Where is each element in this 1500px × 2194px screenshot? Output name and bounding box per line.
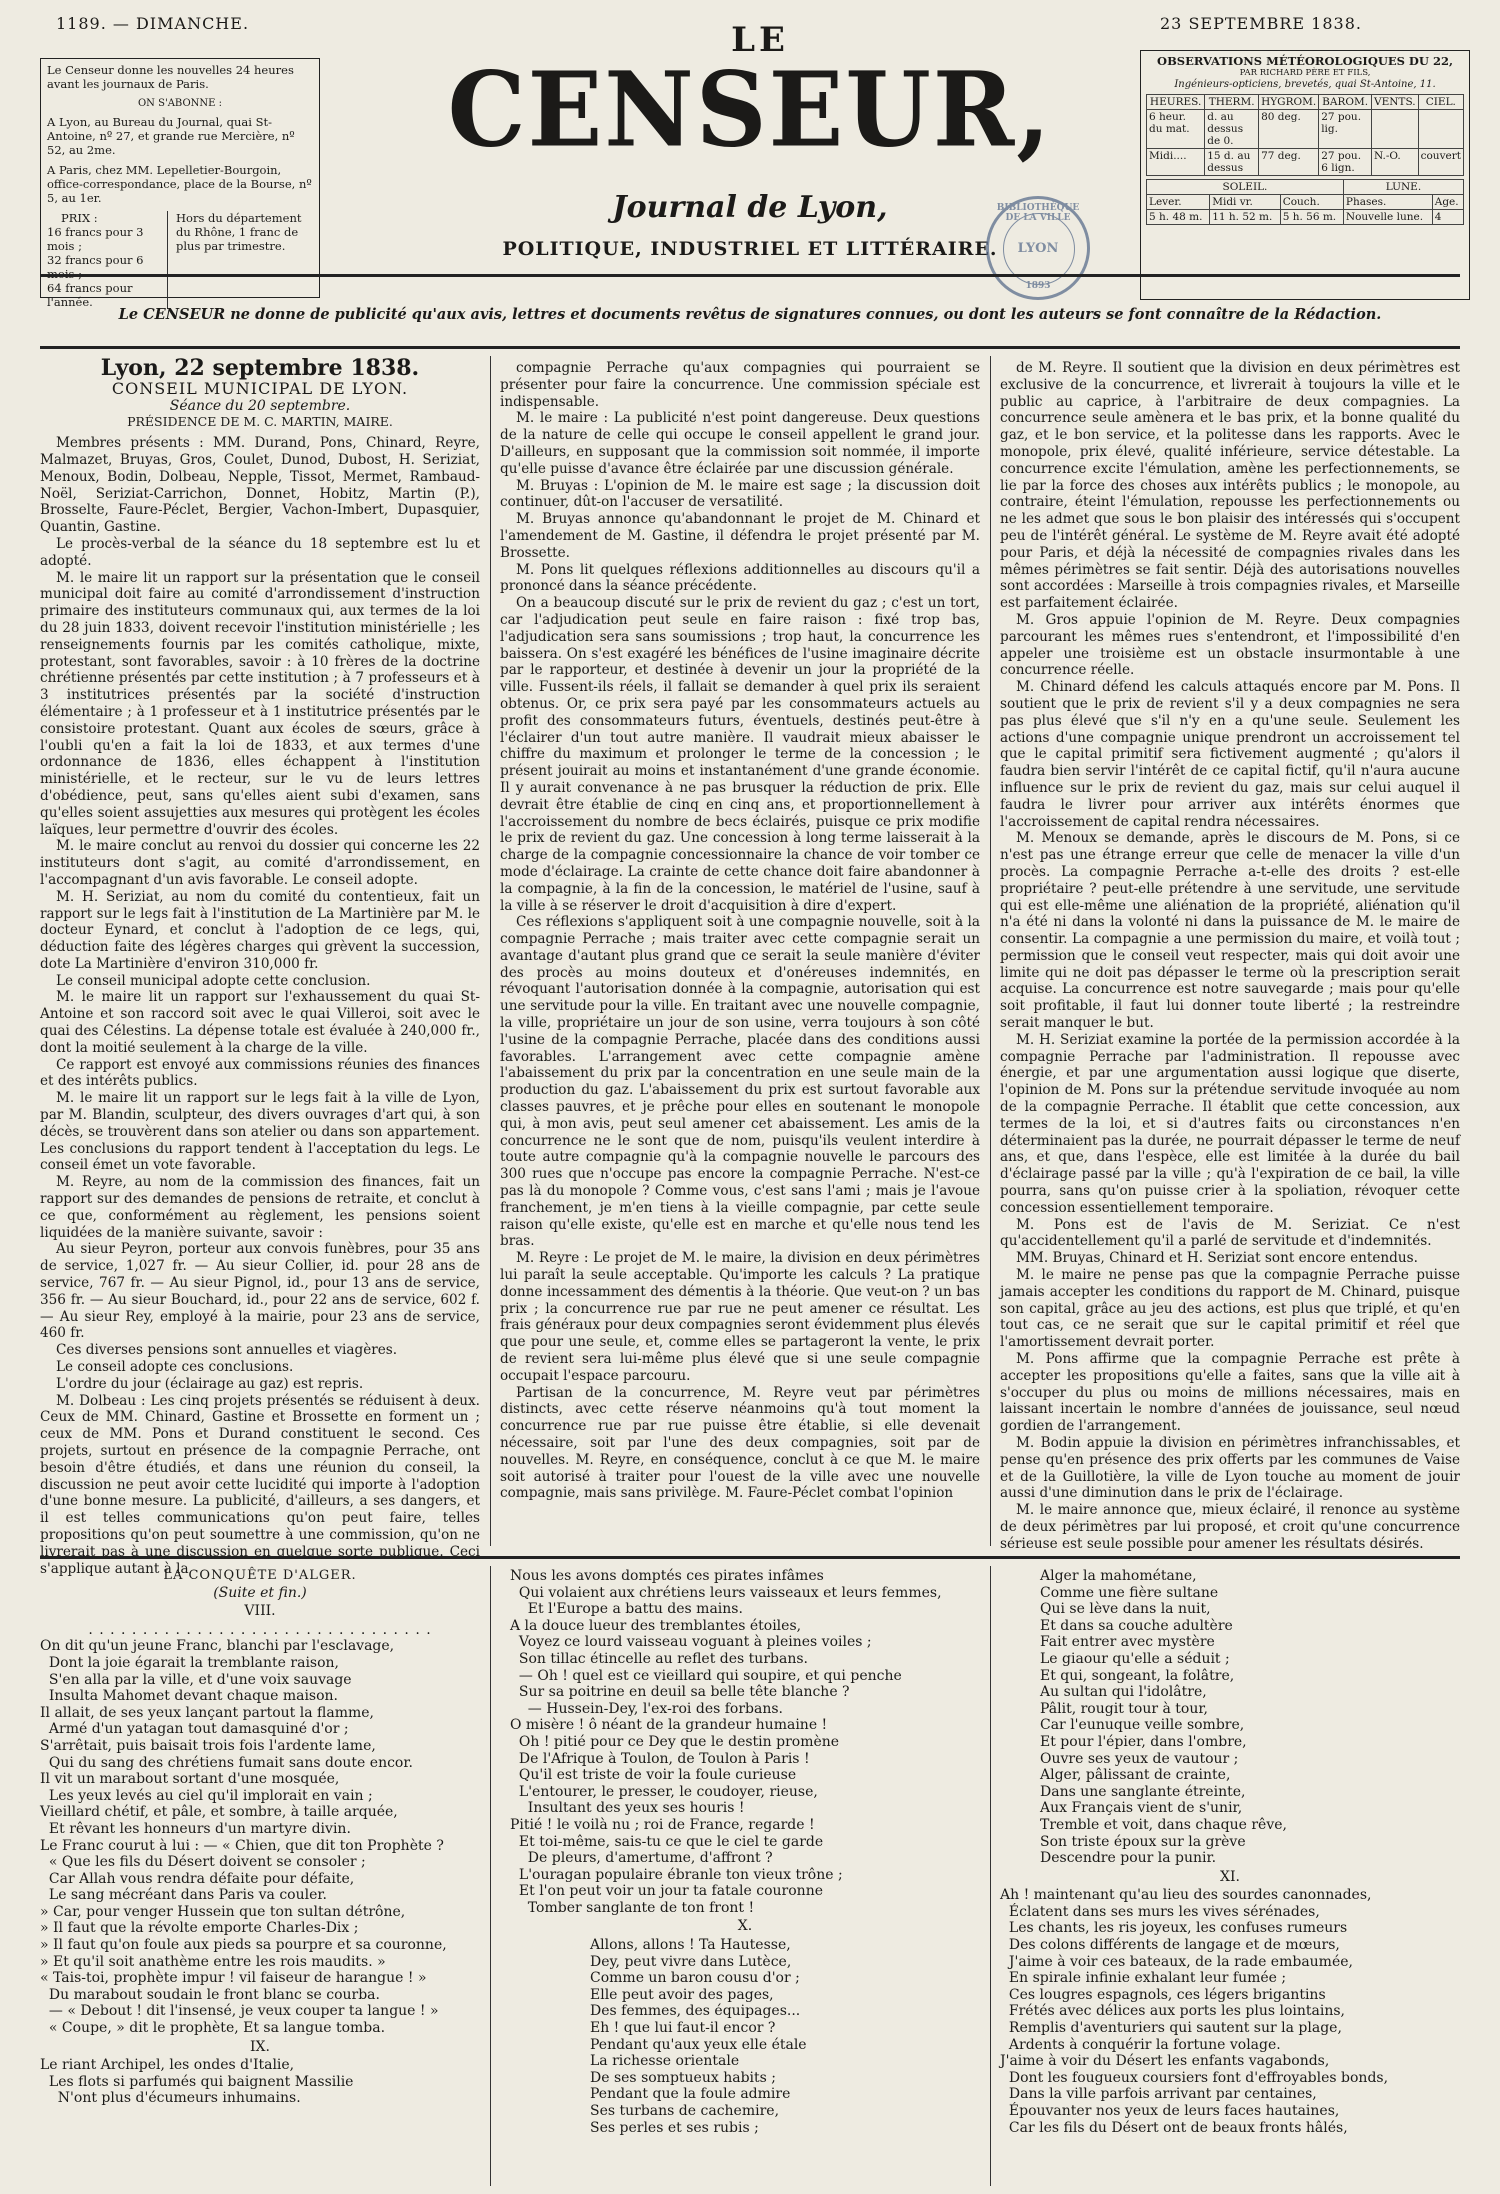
paragraph: Ces réflexions s'appliquent soit à une compagnie nouvelle, soit à la compagnie Perrache ; mais traiter avec cette compagnie serait un avantage d'autant plus grand que ce serait la seule manière d'éviter des procès au moins douteux et d'onéreuses indemnités, en révoquant l'autorisation donnée à la compagnie, autorisation qui est une servitude pour la ville. En traitant avec une nouvelle compagnie, la ville, propriétaire un jour de son usine, verra toujours à son côté l'usine de la compagnie Perrache, placée dans des conditions aussi favorables. L'arrangement avec cette compagnie amène l'abaissement du prix par la concentration en une seule main de la production du gaz. L'abaissement du prix est surtout favorable aux classes pauvres, et je prêche pour elles en soutenant le monopole qui, à mon avis, peut seul amener cet abaissement. Les amis de la concurrence ne le sont que de nom, puisqu'ils veulent interdire à toute autre compagnie qu'à la compagnie nouvelle le parcours des 300 rues que n'occupe pas encore la compagnie Perrache. N'est-ce pas là du monopole ? Comme vous, c'est sans l'ami ; mais je l'avoue franchement, je m'en tiens à la vieille compagnie, par cette seule raison qu'elle existe, qu'elle est en marche et qu'elle nous tend les bras. <box>500 914 980 1250</box>
weather-cell <box>1372 110 1419 149</box>
poem-stanzas-ix <box>40 2057 480 2107</box>
verse-line: Ah ! maintenant qu'au lieu des sourdes canonnades, <box>1000 1887 1372 1904</box>
verse-line: Fait entrer avec mystère <box>1040 1634 1215 1651</box>
verse-line: Nous les avons domptés ces pirates infâmes <box>510 1568 824 1584</box>
paragraph: M. Reyre : Le projet de M. le maire, la division en deux périmètres lui paraît la seule acceptable. Qu'importe les calculs ? La pratique donne incessamment des démentis à la théorie. Que veut-on ? un bas prix ; la concurrence rue par rue ne peut amener ce résultat. Les frais généraux pour deux compagnies seront évidemment plus élevés que pour une seule, et, comme elles se partageront la vente, le prix de revient sera lui-même plus élevé que si une seule compagnie occupait l'espace parcouru. <box>500 1250 980 1384</box>
verse-line: De l'Afrique à Toulon, de Toulon à Paris ! <box>510 1750 810 1767</box>
verse-line: S'arrêtait, puis baisait trois fois l'ardente lame, <box>40 1737 376 1754</box>
paragraph: M. le maire annonce que, mieux éclairé, il renonce au système de deux périmètres par lui proposé, et croit qu'une concurrence sérieuse est seule possible pour amener les résultats désirés. <box>1000 1502 1460 1552</box>
verse-line: Descendre pour la punir. <box>1040 1850 1217 1867</box>
verse-line: Oh ! pitié pour ce Dey que le destin promène <box>510 1733 840 1750</box>
price-line: 16 francs pour 3 mois ; <box>47 225 144 253</box>
verse-line: Armé d'un yatagan tout damasquiné d'or ; <box>40 1721 349 1738</box>
weather-cell: 6 heur. du mat. <box>1147 110 1205 149</box>
verse-line: De pleurs, d'amertume, d'affront ? <box>510 1850 773 1867</box>
verse-line: » Et qu'il soit anathème entre les rois maudits. » <box>40 1953 386 1970</box>
verse-line: Ardents à conquérir la fortune volage. <box>1000 2036 1281 2053</box>
subscription-heading: ON S'ABONNE : <box>137 98 223 109</box>
weather-cell: 80 deg. <box>1259 110 1319 149</box>
paragraph: M. Chinard défend les calculs attaqués encore par M. Pons. Il soutient que le prix de revient s'il y a deux compagnies ne sera pas plus élevé que s'il n'y en a qu'une seule. Seulement les actions d'une compagnie unique prendront un accroissement tel que le capital primitif sera fictivement augmenté ; qu'alors il faudra bien servir l'intérêt de ce capital fictif, qu'il n'aura aucune influence sur le prix de revient du gaz, mais sur celui auquel il faudra le livrer pour arriver aux intérêts énormes que l'accroissement de capital rendra nécessaires. <box>1000 679 1460 830</box>
verse-line: Comme un baron cousu d'or ; <box>590 1970 800 1987</box>
article-heading: CONSEIL MUNICIPAL DE LYON. <box>111 378 409 398</box>
verse-line: Ces lougres espagnols, ces légers brigantins <box>1000 1986 1326 2003</box>
verse-line: Pendant qu'aux yeux elle étale <box>590 2036 807 2053</box>
feuilleton-column-1 <box>40 1568 480 2188</box>
paragraph: M. le maire : La publicité n'est point dangereuse. Deux questions de la nature de celle qui occupe le conseil appellent le grand jour. D'ailleurs, en supposant que la commission soit nommée, il importe qu'elle puisse d'avance être éclairée par une discussion générale. <box>500 410 980 477</box>
verse-line: En spirale infinie exhalant leur fumée ; <box>1000 1970 1287 1987</box>
verse-line: Ses turbans de cachemire, <box>590 2103 780 2119</box>
rule-under-notice <box>40 346 1460 349</box>
verse-line: Qu'il est triste de voir la foule curieuse <box>510 1767 797 1784</box>
verse-line: Dont les fougueux coursiers font d'effroyables bonds, <box>1000 2069 1389 2086</box>
verse-line: De ses somptueux habits ; <box>590 2069 776 2086</box>
verse-line: Le riant Archipel, les ondes d'Italie, <box>40 2057 295 2074</box>
verse-line: S'en alla par la ville, et d'une voix sauvage <box>40 1671 352 1688</box>
article-body-3 <box>1000 360 1460 1553</box>
verse-line: Éclatent dans ses murs les vives sérénades, <box>1000 1903 1320 1920</box>
verse-line: « Que les fils du Désert doivent se consoler ; <box>40 1854 366 1871</box>
verse-line: L'ouragan populaire ébranle ton vieux trône ; <box>510 1866 843 1883</box>
verse-line: Pâlit, rougit tour à tour, <box>1040 1700 1208 1717</box>
weather-box <box>1140 50 1470 300</box>
verse-line: Et dans sa couche adultère <box>1040 1617 1233 1634</box>
verse-line: J'aime à voir ces bateaux, de la rade embaumée, <box>1000 1953 1353 1970</box>
sun-header: Couch. <box>1280 195 1343 210</box>
paragraph: Le conseil municipal adopte cette conclusion. <box>56 972 371 989</box>
verse-line: A la douce lueur des tremblantes étoiles, <box>510 1617 802 1634</box>
masthead-title: CENSEUR, <box>447 50 1053 171</box>
paragraph: M. Bruyas annonce qu'abandonnant le projet de M. Chinard et l'amendement de M. Gastine, il défendra le projet présenté par M. Brossette. <box>500 511 980 561</box>
verse-line: Alger la mahométane, <box>1040 1568 1197 1584</box>
verse-line: Et rêvant les honneurs d'un martyre divin. <box>40 1820 351 1837</box>
weather-cell: N.-O. <box>1372 149 1419 176</box>
feuilleton-column-2 <box>510 1568 980 2188</box>
moon-value: 4 <box>1432 210 1463 225</box>
verse-line: Eh ! que lui faut-il encor ? <box>590 2020 776 2037</box>
weather-col-header: HYGROM. <box>1259 95 1319 110</box>
verse-line: Le Franc courut à lui : — « Chien, que dit ton Prophète ? <box>40 1837 444 1854</box>
column-divider <box>990 1566 991 2186</box>
verse-line: Des colons différents de langage et de mœurs, <box>1000 1937 1340 1954</box>
stamp-arc-text: BIBLIOTHÈQUE DE LA VILLE <box>996 203 1080 223</box>
verse-line: Car les fils du Désert ont de beaux fronts hâlés, <box>1000 2119 1348 2136</box>
verse-line: Et toi-même, sais-tu ce que le ciel te garde <box>510 1833 824 1850</box>
paragraph: Au sieur Peyron, porteur aux convois funèbres, pour 35 ans de service, 1,027 fr. — Au sieur Collier, id. pour 28 ans de service, 767 fr. — Au sieur Pignol, id., pour 13 ans de service, 356 fr. — Au sieur Bouchard, id., pour 22 ans de service, 602 f. — Au sieur Rey, employé à la mairie, pour 23 ans de service, 460 fr. <box>40 1241 480 1342</box>
issue-number: 1189. — DIMANCHE. <box>56 14 250 33</box>
verse-line: Dont la joie égarait la tremblante raison, <box>40 1654 340 1671</box>
sun-moon-table <box>1146 179 1464 225</box>
article-body-2 <box>500 360 980 1502</box>
subscription-intro: Le Censeur donne les nouvelles 24 heures avant les journaux de Paris. <box>47 63 294 91</box>
verse-line: Des femmes, des équipages... <box>590 2003 801 2020</box>
verse-line: Et pour l'épier, dans l'ombre, <box>1040 1733 1247 1750</box>
weather-col-header: VENTS. <box>1372 95 1419 110</box>
masthead-le: LE <box>731 20 789 60</box>
price-list <box>47 211 167 309</box>
column-divider <box>990 356 991 1546</box>
article-body-1 <box>40 435 480 1577</box>
verse-line: On dit qu'un jeune Franc, blanchi par l'esclavage, <box>40 1638 395 1655</box>
weather-cell: 27 pou. lig. <box>1319 110 1372 149</box>
feuilleton-title: LA CONQUÊTE D'ALGER. <box>163 1568 357 1583</box>
price-label: PRIX : <box>61 211 98 225</box>
verse-line: Ses perles et ses rubis ; <box>590 2119 759 2136</box>
paragraph: M. le maire lit un rapport sur la présentation que le conseil municipal doit faire au comité d'arrondissement d'instruction primaire des instituteurs communaux qui, aux termes de la loi du 28 juin 1833, doivent recevoir l'institution ministérielle ; les renseignements fournis par les comités catholique, mixte, protestant, sont favorables, savoir : à 10 frères de la doctrine chrétienne présentés par cette institution ; à 7 professeurs et à 3 institutrices présentés par la société d'instruction élémentaire ; à 1 professeur et à 1 institutrice présentés par le consistoire protestant. Quant aux écoles de sœurs, grâce à l'oubli qu'en a fait la loi de 1833, et aux termes d'une ordonnance de 1836, elles échappent à l'institution ministérielle, et le recteur, sur le vu de leurs lettres d'obédience, peut, sans qu'elles aient subi d'examen, sans qu'elles soient assujetties aux mesures qui protègent les écoles laïques, leur permettre d'ouvrir des écoles. <box>40 569 480 838</box>
verse-line: Car l'eunuque veille sombre, <box>1040 1717 1245 1734</box>
moon-header: Age. <box>1432 195 1463 210</box>
verse-line: Comme une fière sultane <box>1040 1584 1219 1601</box>
verse-line: » Il faut qu'on foule aux pieds sa pourpre et sa couronne, <box>40 1937 447 1954</box>
weather-row <box>1147 110 1464 149</box>
paragraph: Le conseil adopte ces conclusions. <box>56 1359 294 1376</box>
verse-line: Son tillac étincelle au reflet des turbans. <box>510 1650 808 1667</box>
verse-line: Remplis d'aventuriers qui sautent sur la plage, <box>1000 2020 1342 2037</box>
paragraph: MM. Bruyas, Chinard et H. Seriziat sont encore entendus. <box>1016 1250 1418 1267</box>
paragraph: M. H. Seriziat, au nom du comité du contentieux, fait un rapport sur le legs fait à l'institution de La Martinière par M. le docteur Eynard, et conclut à l'adoption de ce legs, qui, déduction faite des légères charges qui grèvent la succession, dote La Martinière d'environ 310,000 fr. <box>40 888 480 972</box>
paragraph: M. le maire ne pense pas que la compagnie Perrache puisse jamais accepter les conditions du rapport de M. Chinard, puisque son capital, grâce au jeu des actions, est plus que triplé, et qu'en tout cas, ce ne serait que sur le capital primitif et réel que l'amortissement devrait porter. <box>1000 1267 1460 1351</box>
paragraph: M. Bruyas : L'opinion de M. le maire est sage ; la discussion doit continuer, dût-on l'accuser de versatilité. <box>500 477 980 511</box>
weather-table <box>1146 94 1464 176</box>
poem-stanzas-viii <box>40 1638 480 2036</box>
sun-value: 5 h. 56 m. <box>1280 210 1343 225</box>
moon-label: LUNE. <box>1343 180 1463 195</box>
verse-line: Elle peut avoir des pages, <box>590 1986 774 2003</box>
paragraph: Le procès-verbal de la séance du 18 septembre est lu et adopté. <box>40 535 480 569</box>
weather-col-header: THERM. <box>1205 95 1259 110</box>
paragraph: M. Gros appuie l'opinion de M. Reyre. Deux compagnies parcourant les mêmes rues s'entendront, et l'impossibilité d'en appeler une troisième est un obstacle insurmontable à une concurrence réelle. <box>1000 611 1460 679</box>
paragraph: Partisan de la concurrence, M. Reyre veut par périmètres distincts, avec cette réserve néanmoins qu'à tout moment la concurrence rue par rue puisse être établie, si elle devenait nécessaire, soit par l'une des deux compagnies, soit par de nouvelles. M. Reyre, en conséquence, conclut à ce que M. le maire soit autorisé à traiter pour l'ouest de la ville avec une nouvelle compagnie, mais sans privilège. M. Faure-Péclet combat l'opinion <box>500 1384 980 1502</box>
article-presidence: PRÉSIDENCE DE M. C. MARTIN, MAIRE. <box>127 414 393 430</box>
weather-col-header: BAROM. <box>1319 95 1372 110</box>
verse-line: Tremble et voit, dans chaque rêve, <box>1040 1816 1287 1833</box>
weather-col-header: HEURES. <box>1147 95 1205 110</box>
verse-line: Aux Français vient de s'unir, <box>1040 1800 1243 1817</box>
paragraph: M. Pons lit quelques réflexions additionnelles au discours qu'il a prononcé dans la séance précédente. <box>500 561 980 595</box>
poem-stanzas-x <box>510 1937 980 2136</box>
weather-cell <box>1418 110 1463 149</box>
masthead-subtitle2: POLITIQUE, INDUSTRIEL ET LITTÉRAIRE. <box>502 238 998 260</box>
stamp-year: 1893 <box>1025 281 1051 291</box>
masthead-subtitle: Journal de Lyon, <box>612 190 888 225</box>
weather-header-row <box>1147 95 1464 110</box>
column-divider <box>490 1566 491 2186</box>
verse-line: Vieillard chétif, et pâle, et sombre, à taille arquée, <box>40 1804 398 1821</box>
verse-line: Pendant que la foule admire <box>590 2086 791 2103</box>
poem-stanzas-x-cont <box>1000 1568 1460 1867</box>
paragraph: M. Dolbeau : Les cinq projets présentés se réduisent à deux. Ceux de MM. Chinard, Gastine et Brossette en forment un ; ceux de MM. Pons et Durand constituent le second. Ces projets, surtout en présence de la compagnie Perrache, ont besoin d'être étudiés, et dans une réunion du conseil, la discussion ne peut avoir cette lucidité qui importe à l'adoption d'une bonne mesure. La publicité, d'ailleurs, a ses dangers, et il est telles communications qu'on peut faire, telles propositions qu'on peut soumettre à une commission, qu'on ne livrerait pas à une discussion en quelque sorte publique. Ceci s'applique autant à la <box>40 1392 480 1577</box>
ellipsis-line: . . . . . . . . . . . . . . . . . . . . . . . . . . . . . . . . <box>88 1621 432 1638</box>
moon-value: Nouvelle lune. <box>1343 210 1432 225</box>
verse-line: Son triste époux sur la grève <box>1040 1833 1246 1850</box>
verse-line: Qui se lève dans la nuit, <box>1040 1601 1211 1618</box>
article-seance: Séance du 20 septembre. <box>169 397 351 414</box>
weather-cell: 27 pou. 6 lign. <box>1319 149 1372 176</box>
verse-line: Le sang mécréant dans Paris va couler. <box>40 1887 327 1904</box>
paragraph: M. Pons affirme que la compagnie Perrache est prête à accepter les propositions qu'elle a faites, sans que la ville ait à s'occuper du plus ou moins de millions nécessaires, mais en laissant incertain le nombre d'années de jouissance, seul nœud gordien de l'arrangement. <box>1000 1351 1460 1435</box>
verse-line: Voyez ce lourd vaisseau voguant à pleines voiles ; <box>510 1634 872 1651</box>
library-stamp <box>986 196 1090 300</box>
rule-top <box>40 274 1460 277</box>
weather-cell: couvert <box>1418 149 1463 176</box>
verse-line: » Il faut que la révolte emporte Charles-Dix ; <box>40 1920 359 1937</box>
subscription-lyon: A Lyon, au Bureau du Journal, quai St-Antoine, nº 27, et grande rue Mercière, nº 52, au 2me. <box>47 115 295 157</box>
paragraph: Ce rapport est envoyé aux commissions réunies des finances et des intérêts publics. <box>40 1056 480 1090</box>
verse-line: O misère ! ô néant de la grandeur humaine ! <box>510 1717 828 1734</box>
article-column-2 <box>500 360 980 1546</box>
weather-title: OBSERVATIONS MÉTÉOROLOGIQUES DU 22, <box>1157 54 1453 68</box>
verse-line: Il allait, de ses yeux lançant partout la flamme, <box>40 1704 374 1721</box>
verse-line: Tomber sanglante de ton front ! <box>510 1899 755 1916</box>
sun-value: 5 h. 48 m. <box>1147 210 1210 225</box>
paragraph: M. le maire lit un rapport sur l'exhaussement du quai St-Antoine et son raccord soit avec le quai Villeroi, soit avec le quai des Célestins. La dépense totale est évaluée à 240,000 fr., dont la moitié seulement à la charge de la ville. <box>40 989 480 1056</box>
verse-line: Allons, allons ! Ta Hautesse, <box>590 1937 791 1954</box>
section-number: VIII. <box>244 1603 276 1620</box>
verse-line: « Tais-toi, prophète impur ! vil faiseur de harangue ! » <box>40 1970 427 1987</box>
paragraph: de M. Reyre. Il soutient que la division en deux périmètres est exclusive de la concurrence, et livrerait à toujours la ville et le public au caprice, à l'arbitraire de deux compagnies. La concurrence seule amènera et le bas prix, et la bonne qualité du gaz, et le bon service, et la politesse dans les rapports. Avec le monopole, prix élevé, qualité inférieure, service détestable. La concurrence excite l'émulation, amène les perfectionnements, se lie par la force des choses aux intérêts publics ; le monopole, au contraire, éteint l'émulation, repousse les perfectionnements ou ne les admet que sous le bon plaisir des intéressés qui s'occupent peu de l'intérêt général. Le système de M. Reyre avait été adopté pour Paris, et déjà la nécessité de compagnies rivales dans les mêmes périmètres se fait sentir. Déjà des autorisations nouvelles sont accordées : Marseille à trois compagnies rivales, et Marseille est parfaitement éclairée. <box>1000 360 1460 612</box>
verse-line: — Oh ! quel est ce vieillard qui soupire, et qui penche <box>510 1667 902 1684</box>
verse-line: « Coupe, » dit le prophète, Et sa langue tomba. <box>40 2020 386 2037</box>
subscription-paris: A Paris, chez MM. Lepelletier-Bourgoin, office-correspondance, place de la Bourse, nº 5, au 1er. <box>47 163 312 205</box>
paragraph: M. H. Seriziat examine la portée de la permission accordée à la compagnie Perrache par l'administration. Il repousse avec énergie, et par une argumentation aussi logique que diserte, l'opinion de M. Pons sur la prétendue servitude invoquée au nom de la compagnie Perrache. Il établit que cette concession, aux termes de la loi, et si d'autres faits ou circonstances n'en déterminaient pas la durée, ne pourrait dépasser le terme de neuf ans, et que, dans l'espèce, elle est limitée à la durée du bail d'éclairage passé par la ville ; qu'à l'expiration de ce bail, la ville pourra, sans qu'on puisse crier à la spoliation, révoquer cette concession essentiellement temporaire. <box>1000 1031 1460 1216</box>
feuilleton-column-3 <box>1000 1568 1460 2188</box>
verse-line: Et l'Europe a battu des mains. <box>510 1601 743 1618</box>
verse-line: J'aime à voir du Désert les enfants vagabonds, <box>1000 2053 1330 2070</box>
verse-line: Insultant des yeux ses houris ! <box>510 1800 745 1817</box>
verse-line: Épouvanter nos yeux de leurs faces hautaines, <box>1000 2103 1340 2119</box>
price-line: 64 francs pour l'année. <box>47 281 133 309</box>
verse-line: Les chants, les ris joyeux, les confuses rumeurs <box>1000 1920 1348 1937</box>
verse-line: — « Debout ! dit l'insensé, je veux couper ta langue ! » <box>40 2003 439 2020</box>
verse-line: Les flots si parfumés qui baignent Massilie <box>40 2073 354 2090</box>
section-number: IX. <box>250 2038 270 2055</box>
paragraph: L'ordre du jour (éclairage au gaz) est repris. <box>56 1375 364 1392</box>
column-divider <box>490 356 491 1546</box>
sun-label: SOLEIL. <box>1147 180 1344 195</box>
verse-line: » Car, pour venger Hussein que ton sultan détrône, <box>40 1903 406 1920</box>
weather-col-header: CIEL. <box>1418 95 1463 110</box>
verse-line: Qui du sang des chrétiens fumait sans doute encor. <box>40 1754 413 1771</box>
weather-by: PAR RICHARD PÈRE ET FILS, <box>1239 68 1371 78</box>
verse-line: Et qui, songeant, la folâtre, <box>1040 1667 1235 1684</box>
verse-line: Alger, pâlissant de crainte, <box>1040 1767 1231 1784</box>
paragraph: Ces diverses pensions sont annuelles et viagères. <box>56 1342 398 1359</box>
subscription-box <box>40 58 320 309</box>
verse-line: Pitié ! le voilà nu ; roi de France, regarde ! <box>510 1816 815 1833</box>
sun-header: Lever. <box>1147 195 1210 210</box>
price-outside-note: Hors du département du Rhône, 1 franc de plus par trimestre. <box>167 211 313 309</box>
poem-stanzas-xi <box>1000 1887 1460 2136</box>
verse-line: Il vit un marabout sortant d'une mosquée, <box>40 1771 340 1788</box>
verse-line: Sur sa poitrine en deuil sa belle tête blanche ? <box>510 1684 850 1701</box>
publicity-notice: Le CENSEUR ne donne de publicité qu'aux avis, lettres et documents revêtus de signatures connues, ou dont les auteurs se font connaître de la Rédaction. <box>118 306 1382 323</box>
verse-line: Ouvre ses yeux de vautour ; <box>1040 1750 1239 1767</box>
sun-header: Midi vr. <box>1210 195 1280 210</box>
weather-cell: Midi.... <box>1147 149 1205 176</box>
paragraph: M. Reyre, au nom de la commission des finances, fait un rapport sur des demandes de pensions de retraite, et conclut à ce que, conformément au règlement, les pensions soient liquidées de la manière suivante, savoir : <box>40 1174 480 1241</box>
paragraph: M. le maire conclut au renvoi du dossier qui concerne les 22 instituteurs dont s'agit, au comité d'arrondissement, en l'accompagnant d'un avis favorable. Le conseil adopte. <box>40 838 480 888</box>
paragraph: Membres présents : MM. Durand, Pons, Chinard, Reyre, Malmazet, Bruyas, Gros, Coulet, Dunod, Dubost, H. Seriziat, Menoux, Bodin, Dolbeau, Nepple, Tissot, Mermet, Rambaud-Noël, Seriziat-Carrichon, Donnet, Hobitz, Martin (P.), Brosselte, Faure-Péclet, Bergier, Vachon-Imbert, Dupasquier, Quantin, Gastine. <box>40 435 480 536</box>
price-line: 32 francs pour 6 mois ; <box>47 253 144 281</box>
article-dateline: Lyon, 22 septembre 1838. <box>100 355 420 381</box>
section-number: X. <box>737 1918 753 1935</box>
verse-line: Dans la ville parfois arrivant par centaines, <box>1000 2086 1317 2103</box>
moon-header: Phases. <box>1343 195 1432 210</box>
verse-line: — Hussein-Dey, l'ex-roi des forbans. <box>510 1700 783 1717</box>
poem-stanzas-ix-cont <box>510 1568 980 1916</box>
article-column-3 <box>1000 360 1460 1552</box>
issue-date: 23 SEPTEMBRE 1838. <box>1160 14 1362 33</box>
verse-line: Les yeux levés au ciel qu'il implorait en vain ; <box>40 1787 373 1804</box>
weather-cell: d. au dessus de 0. <box>1205 110 1259 149</box>
weather-cell: 77 deg. <box>1259 149 1319 176</box>
verse-line: La richesse orientale <box>590 2053 740 2070</box>
weather-cell: 15 d. au dessus <box>1205 149 1259 176</box>
verse-line: Car Allah vous rendra défaite pour défaite, <box>40 1870 355 1887</box>
verse-line: Frétés avec délices aux ports les plus lointains, <box>1000 2003 1345 2020</box>
weather-makers: Ingénieurs-opticiens, brevetés, quai St-Antoine, 11. <box>1174 79 1436 90</box>
paragraph: M. Pons est de l'avis de M. Seriziat. Ce n'est qu'accidentellement qu'il a parlé de servitude et d'indemnités. <box>1000 1216 1460 1250</box>
verse-line: N'ont plus d'écumeurs inhumains. <box>40 2090 301 2107</box>
verse-line: Le giaour qu'elle a séduit ; <box>1040 1650 1230 1667</box>
verse-line: Qui volaient aux chrétiens leurs vaisseaux et leurs femmes, <box>510 1584 942 1601</box>
stamp-city: LYON <box>1017 241 1059 256</box>
feuilleton-subtitle: (Suite et fin.) <box>213 1584 307 1601</box>
sun-value: 11 h. 52 m. <box>1210 210 1280 225</box>
verse-line: Dans une sanglante étreinte, <box>1040 1783 1246 1800</box>
verse-line: Du marabout soudain le front blanc se courba. <box>40 1986 380 2003</box>
paragraph: On a beaucoup discuté sur le prix de revient du gaz ; c'est un tort, car l'adjudication peut seule en faire raison : fixé trop bas, l'adjudication sera sans soumissions ; trop haut, la concurrence les baissera. On s'est exagéré les bénéfices de l'usine imaginaire décrite par le rapporteur, et destinée à devenir un jour la propriété de la ville. Fussent-ils réels, il fallait se demander à quel prix ils seraient obtenus. Or, ce prix sera payé par les consommateurs actuels au profit des consommateurs futurs, éventuels, destinés peut-être à l'éclairer d'un tout autre manière. Il vaudrait mieux abaisser le chiffre du maximum et prolonger le terme de la concession ; le présent jouirait au moins et instantanément d'une grande économie. Il y aurait convenance à ne pas brusquer la réduction de prix. Elle devrait être établie de cinq en cinq ans, et proportionnellement à l'accroissement du nombre de becs éclairés, puisque ce prix modifie le prix de revient du gaz. Une concession à long terme laisserait à la charge de la compagnie concessionnaire la chance de voir tomber ce mode d'éclairage. La crainte de cette chance doit faire abandonner à la compagnie, à la fin de la concession, le matériel de l'usine, sauf à la ville à se réserver le droit d'acquisition à dire d'expert. <box>500 595 980 914</box>
verse-line: Au sultan qui l'idolâtre, <box>1040 1684 1207 1701</box>
verse-line: Dey, peut vivre dans Lutèce, <box>590 1953 792 1970</box>
verse-line: L'entourer, le presser, le coudoyer, rieuse, <box>510 1783 818 1800</box>
paragraph: M. le maire lit un rapport sur le legs fait à la ville de Lyon, par M. Blandin, sculpteur, des divers ouvrages d'art qui, à son décès, se trouvèrent dans son atelier ou dans son appartement. Les conclusions du rapport tendent à l'acceptation du legs. Le conseil émet un vote favorable. <box>40 1090 480 1174</box>
verse-line: Et l'on peut voir un jour ta fatale couronne <box>510 1883 823 1900</box>
paragraph: M. Menoux se demande, après le discours de M. Pons, si ce n'est pas une étrange erreur que celle de menacer la ville d'un procès. La compagnie Perrache a-t-elle des droits ? est-elle propriétaire ? peut-elle prétendre à une servitude, une servitude qui est elle-même une aliénation de la propriété, aliénation qu'il n'a été ni dans la volonté ni dans la puissance de M. le maire de consentir. La compagnie a une permission du maire, et voilà tout ; permission que le conseil veut respecter, mais qui doit avoir une limite qui ne doit pas dépasser le terme où la prescription serait acquise. La concurrence est notre sauvegarde ; mais pour qu'elle soit profitable, il faut lui donner toute liberté ; la restreindre serait manquer le but. <box>1000 830 1460 1032</box>
section-number: XI. <box>1220 1868 1240 1885</box>
weather-row <box>1147 149 1464 176</box>
verse-line: Insulta Mahomet devant chaque maison. <box>40 1688 339 1705</box>
rule-feuilleton <box>40 1556 1460 1559</box>
paragraph: compagnie Perrache qu'aux compagnies qui pourraient se présenter pour faire la concurrence. Une commission spéciale est indispensable. <box>500 360 980 410</box>
price-block <box>47 211 313 309</box>
paragraph: M. Bodin appuie la division en périmètres infranchissables, et pense qu'en présence des prix offerts par les communes de Vaise et de la Guillotière, la ville de Lyon touche au moment de jouir aussi d'une diminution dans le prix de l'éclairage. <box>1000 1435 1460 1502</box>
